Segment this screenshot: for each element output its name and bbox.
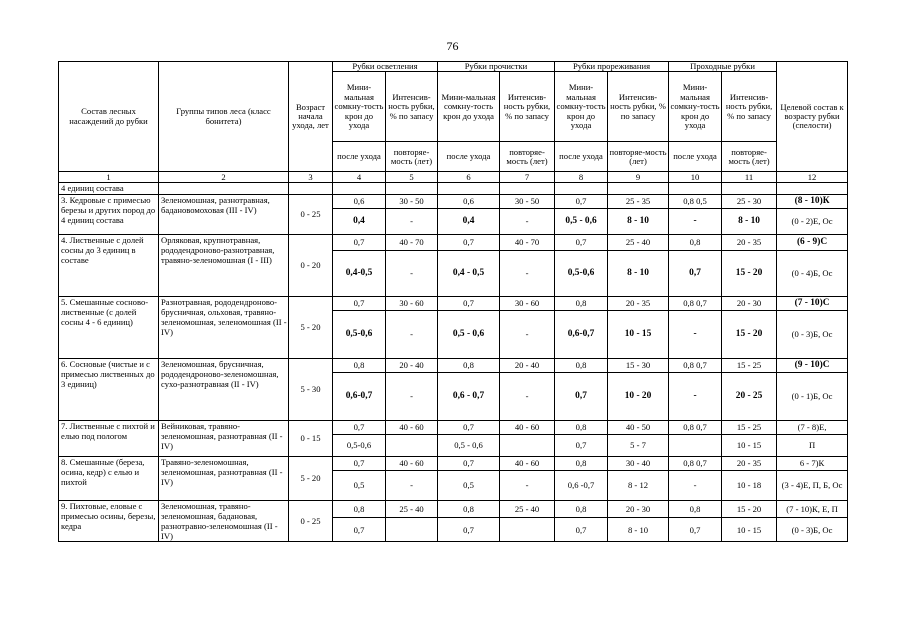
table-row bbox=[59, 456, 848, 470]
column-number: 11 bbox=[722, 172, 777, 183]
value-cell-top: 0,8 0,7 bbox=[669, 358, 722, 372]
header-target: Целевой состав к возрасту рубки (спелости) bbox=[777, 62, 848, 172]
value-cell-bottom: (0 - 4)Б, Ос bbox=[777, 250, 848, 296]
value-cell-bottom: 20 - 25 bbox=[722, 372, 777, 420]
value-cell-top: 20 - 35 bbox=[608, 296, 669, 310]
header-min-density: Мини-мальная сомкну-тость крон до ухода bbox=[333, 72, 386, 142]
value-cell-bottom bbox=[669, 434, 722, 456]
value-cell-top: 40 - 60 bbox=[386, 420, 438, 434]
value-cell-top: 0,8 bbox=[555, 420, 608, 434]
value-cell-bottom: - bbox=[669, 372, 722, 420]
forest-type-cell: Вейниковая, травяно-зеленомошная, разнотравная (II - IV) bbox=[159, 420, 289, 456]
value-cell-top: 0,8 0,7 bbox=[669, 296, 722, 310]
column-number: 7 bbox=[500, 172, 555, 183]
column-numbers-row bbox=[59, 172, 848, 183]
value-cell-bottom: 0,6 - 0,7 bbox=[438, 372, 500, 420]
value-cell-bottom: 10 - 15 bbox=[722, 434, 777, 456]
value-cell-top: 0,8 bbox=[669, 234, 722, 250]
section-label: 4 единиц состава bbox=[59, 183, 159, 194]
value-cell-top: 25 - 40 bbox=[386, 500, 438, 518]
value-cell-top: 20 - 30 bbox=[722, 296, 777, 310]
value-cell-top: 0,8 bbox=[333, 358, 386, 372]
value-cell-top: 40 - 70 bbox=[500, 234, 555, 250]
value-cell-bottom: 0,5 - 0,6 bbox=[438, 434, 500, 456]
section-row bbox=[59, 183, 848, 194]
stand-composition-cell: 6. Сосновые (чистые и с примесью лиственных до 3 единиц) bbox=[59, 358, 159, 420]
stand-composition-cell: 5. Смешанные сосново-лиственные (с долей сосны 4 - 6 единиц) bbox=[59, 296, 159, 358]
value-cell-bottom: 0,4 - 0,5 bbox=[438, 250, 500, 296]
header-intensity: Интенсив-ность рубки, % по запасу bbox=[386, 72, 438, 142]
value-cell-top: 0,8 0,7 bbox=[669, 456, 722, 470]
value-cell-bottom: (3 - 4)Е, П, Б, Ос bbox=[777, 470, 848, 500]
value-cell-top: 0,6 bbox=[333, 194, 386, 208]
stand-composition-cell: 4. Лиственные с долей сосны до 3 единиц в составе bbox=[59, 234, 159, 296]
header-group-passage: Проходные рубки bbox=[669, 62, 777, 72]
value-cell-bottom: - bbox=[386, 310, 438, 358]
header-after-care: после ухода bbox=[555, 142, 608, 172]
column-number: 3 bbox=[289, 172, 333, 183]
stand-composition-cell: 3. Кедровые с примесью березы и других пород до 4 единиц состава bbox=[59, 194, 159, 234]
page-number: 76 bbox=[446, 39, 459, 53]
forest-type-cell: Травяно-зеленомошная, зеленомошная, разнотравная (II - IV) bbox=[159, 456, 289, 500]
header-group-thinning: Рубки прореживания bbox=[555, 62, 669, 72]
value-cell-top: 20 - 35 bbox=[722, 456, 777, 470]
value-cell-bottom: 8 - 10 bbox=[608, 250, 669, 296]
value-cell-bottom: - bbox=[386, 470, 438, 500]
value-cell-top: 0,8 bbox=[555, 358, 608, 372]
table-body bbox=[59, 183, 848, 542]
value-cell-bottom: 10 - 18 bbox=[722, 470, 777, 500]
value-cell-top: (6 - 9)С bbox=[777, 234, 848, 250]
value-cell-top: 15 - 20 bbox=[722, 500, 777, 518]
value-cell-bottom: - bbox=[500, 470, 555, 500]
value-cell-top: 20 - 35 bbox=[722, 234, 777, 250]
value-cell-bottom: 15 - 20 bbox=[722, 250, 777, 296]
value-cell-top: 30 - 50 bbox=[386, 194, 438, 208]
forest-type-cell: Зеленомошная, травяно-зеленомошная, бадановая, разнотравно-зеленомошная (II - IV) bbox=[159, 500, 289, 542]
header-composition: Состав лесных насаждений до рубки bbox=[59, 62, 159, 172]
start-age-cell: 0 - 15 bbox=[289, 420, 333, 456]
value-cell-top: 40 - 60 bbox=[386, 456, 438, 470]
header-after-care: после ухода bbox=[438, 142, 500, 172]
forest-type-cell: Разнотравная, рододендроново-брусничная, ольховая, травяно-зеленомошная, зеленомошная (II - IV) bbox=[159, 296, 289, 358]
value-cell-bottom: - bbox=[500, 310, 555, 358]
value-cell-top: 25 - 30 bbox=[722, 194, 777, 208]
table-row bbox=[59, 296, 848, 310]
value-cell-top: 0,7 bbox=[555, 194, 608, 208]
value-cell-bottom: (0 - 2)Е, Ос bbox=[777, 208, 848, 234]
value-cell-top: 6 - 7)К bbox=[777, 456, 848, 470]
value-cell-bottom: 0,7 bbox=[555, 372, 608, 420]
value-cell-top: 0,8 bbox=[669, 500, 722, 518]
value-cell-top: 25 - 35 bbox=[608, 194, 669, 208]
header-start-age: Возраст начала ухода, лет bbox=[289, 62, 333, 172]
value-cell-top: 0,8 bbox=[555, 500, 608, 518]
value-cell-bottom: 10 - 15 bbox=[608, 310, 669, 358]
table-row bbox=[59, 194, 848, 208]
value-cell-bottom: - bbox=[669, 208, 722, 234]
value-cell-bottom: 10 - 20 bbox=[608, 372, 669, 420]
forest-thinning-table bbox=[58, 61, 848, 542]
column-number: 2 bbox=[159, 172, 289, 183]
value-cell-bottom: 0,7 bbox=[555, 518, 608, 542]
value-cell-bottom: 0,7 bbox=[555, 434, 608, 456]
header-min-density: Мини-мальная сомкну-тость крон до ухода bbox=[555, 72, 608, 142]
value-cell-bottom: 0,5-0,6 bbox=[333, 310, 386, 358]
value-cell-top: 0,8 bbox=[438, 358, 500, 372]
value-cell-top: 0,7 bbox=[438, 234, 500, 250]
value-cell-bottom: - bbox=[500, 208, 555, 234]
header-after-care: после ухода bbox=[669, 142, 722, 172]
header-repeat: повторяе-мость (лет) bbox=[722, 142, 777, 172]
start-age-cell: 5 - 30 bbox=[289, 358, 333, 420]
column-number: 9 bbox=[608, 172, 669, 183]
value-cell-top: 0,7 bbox=[333, 420, 386, 434]
value-cell-top: 40 - 60 bbox=[500, 456, 555, 470]
header-repeat: повторяе-мость (лет) bbox=[386, 142, 438, 172]
value-cell-bottom: 8 - 10 bbox=[722, 208, 777, 234]
value-cell-top: 15 - 25 bbox=[722, 420, 777, 434]
header-intensity: Интенсив-ность рубки, % по запасу bbox=[608, 72, 669, 142]
value-cell-bottom: - bbox=[669, 310, 722, 358]
column-number: 8 bbox=[555, 172, 608, 183]
stand-composition-cell: 7. Лиственные с пихтой и елью под пологом bbox=[59, 420, 159, 456]
header-intensity: Интенсив-ность рубки, % по запасу bbox=[500, 72, 555, 142]
column-number: 5 bbox=[386, 172, 438, 183]
value-cell-bottom: 5 - 7 bbox=[608, 434, 669, 456]
header-group-cleaning: Рубки прочистки bbox=[438, 62, 555, 72]
header-group-clearing: Рубки осветления bbox=[333, 62, 438, 72]
value-cell-bottom: (0 - 3)Б, Ос bbox=[777, 518, 848, 542]
value-cell-bottom: 0,7 bbox=[438, 518, 500, 542]
value-cell-top: (7 - 10)С bbox=[777, 296, 848, 310]
value-cell-bottom: 15 - 20 bbox=[722, 310, 777, 358]
forest-type-cell: Зеленомошная, разнотравная, бадановомоховая (III - IV) bbox=[159, 194, 289, 234]
value-cell-top: 20 - 40 bbox=[386, 358, 438, 372]
header-forest-type: Группы типов леса (класс бонитета) bbox=[159, 62, 289, 172]
value-cell-bottom bbox=[500, 434, 555, 456]
value-cell-bottom: - bbox=[500, 372, 555, 420]
column-number: 12 bbox=[777, 172, 848, 183]
header-after-care: после ухода bbox=[333, 142, 386, 172]
value-cell-top: 25 - 40 bbox=[608, 234, 669, 250]
value-cell-bottom: 0,6-0,7 bbox=[333, 372, 386, 420]
column-number: 10 bbox=[669, 172, 722, 183]
value-cell-top: 0,7 bbox=[555, 234, 608, 250]
value-cell-bottom: 0,7 bbox=[669, 518, 722, 542]
value-cell-top: 0,7 bbox=[438, 420, 500, 434]
value-cell-bottom: 0,5 bbox=[333, 470, 386, 500]
value-cell-top: 0,8 bbox=[555, 296, 608, 310]
header-repeat: повторяе-мость (лет) bbox=[608, 142, 669, 172]
value-cell-bottom: 0,7 bbox=[333, 518, 386, 542]
start-age-cell: 5 - 20 bbox=[289, 456, 333, 500]
value-cell-bottom: 0,5 bbox=[438, 470, 500, 500]
value-cell-top: 30 - 50 bbox=[500, 194, 555, 208]
value-cell-bottom: 0,5 - 0,6 bbox=[438, 310, 500, 358]
value-cell-top: (9 - 10)С bbox=[777, 358, 848, 372]
table-row bbox=[59, 420, 848, 434]
value-cell-top: (7 - 10)К, Е, П bbox=[777, 500, 848, 518]
forest-type-cell: Зеленомошная, брусничная, рододендроново-зеленомошная, сухо-разнотравная (II - IV) bbox=[159, 358, 289, 420]
value-cell-top: 0,7 bbox=[438, 456, 500, 470]
value-cell-top: 0,8 bbox=[438, 500, 500, 518]
value-cell-bottom: 8 - 10 bbox=[608, 208, 669, 234]
value-cell-top: (8 - 10)К bbox=[777, 194, 848, 208]
value-cell-bottom: 0,6 -0,7 bbox=[555, 470, 608, 500]
table-row bbox=[59, 358, 848, 372]
value-cell-bottom: 8 - 12 bbox=[608, 470, 669, 500]
stand-composition-cell: 8. Смешанные (береза, осина, кедр) с елью и пихтой bbox=[59, 456, 159, 500]
header-repeat: повторяе-мость (лет) bbox=[500, 142, 555, 172]
value-cell-top: 30 - 60 bbox=[500, 296, 555, 310]
value-cell-bottom: - bbox=[386, 372, 438, 420]
value-cell-top: 15 - 30 bbox=[608, 358, 669, 372]
value-cell-bottom: (0 - 1)Б, Ос bbox=[777, 372, 848, 420]
value-cell-bottom: 0,6-0,7 bbox=[555, 310, 608, 358]
value-cell-top: 25 - 40 bbox=[500, 500, 555, 518]
value-cell-top: 0,8 bbox=[333, 500, 386, 518]
value-cell-top: 40 - 60 bbox=[500, 420, 555, 434]
start-age-cell: 0 - 25 bbox=[289, 194, 333, 234]
value-cell-bottom: 0,4 bbox=[333, 208, 386, 234]
table-row bbox=[59, 500, 848, 518]
start-age-cell: 0 - 25 bbox=[289, 500, 333, 542]
value-cell-bottom: (0 - 3)Б, Ос bbox=[777, 310, 848, 358]
value-cell-bottom: 0,7 bbox=[669, 250, 722, 296]
start-age-cell: 0 - 20 bbox=[289, 234, 333, 296]
value-cell-top: 20 - 30 bbox=[608, 500, 669, 518]
value-cell-bottom: 10 - 15 bbox=[722, 518, 777, 542]
column-number: 6 bbox=[438, 172, 500, 183]
value-cell-top: 0,8 0,7 bbox=[669, 420, 722, 434]
value-cell-top: 0,7 bbox=[438, 296, 500, 310]
start-age-cell: 5 - 20 bbox=[289, 296, 333, 358]
value-cell-top: 0,7 bbox=[333, 456, 386, 470]
value-cell-bottom: - bbox=[386, 250, 438, 296]
value-cell-bottom: - bbox=[500, 250, 555, 296]
header-min-density: Мини-мальная сомкну-тость крон до ухода bbox=[438, 72, 500, 142]
value-cell-bottom: 0,4-0,5 bbox=[333, 250, 386, 296]
value-cell-top: 20 - 40 bbox=[500, 358, 555, 372]
column-number: 1 bbox=[59, 172, 159, 183]
stand-composition-cell: 9. Пихтовые, еловые с примесью осины, березы, кедра bbox=[59, 500, 159, 542]
column-number: 4 bbox=[333, 172, 386, 183]
value-cell-bottom: - bbox=[669, 470, 722, 500]
value-cell-bottom bbox=[386, 434, 438, 456]
value-cell-bottom: П bbox=[777, 434, 848, 456]
value-cell-bottom: 0,5 - 0,6 bbox=[555, 208, 608, 234]
value-cell-top: (7 - 8)Е, bbox=[777, 420, 848, 434]
value-cell-top: 15 - 25 bbox=[722, 358, 777, 372]
value-cell-top: 0,7 bbox=[333, 296, 386, 310]
value-cell-bottom bbox=[500, 518, 555, 542]
value-cell-top: 0,7 bbox=[333, 234, 386, 250]
value-cell-top: 40 - 50 bbox=[608, 420, 669, 434]
table-row bbox=[59, 234, 848, 250]
header-intensity: Интенсив-ность рубки, % по запасу bbox=[722, 72, 777, 142]
header-min-density: Мини-мальная сомкну-тость крон до ухода bbox=[669, 72, 722, 142]
value-cell-bottom: 0,5-0,6 bbox=[333, 434, 386, 456]
value-cell-top: 0,6 bbox=[438, 194, 500, 208]
value-cell-top: 30 - 60 bbox=[386, 296, 438, 310]
value-cell-bottom bbox=[386, 518, 438, 542]
value-cell-bottom: - bbox=[386, 208, 438, 234]
value-cell-top: 0,8 bbox=[555, 456, 608, 470]
value-cell-top: 40 - 70 bbox=[386, 234, 438, 250]
value-cell-top: 30 - 40 bbox=[608, 456, 669, 470]
value-cell-top: 0,8 0,5 bbox=[669, 194, 722, 208]
value-cell-bottom: 8 - 10 bbox=[608, 518, 669, 542]
value-cell-bottom: 0,4 bbox=[438, 208, 500, 234]
forest-type-cell: Орляковая, крупнотравная, рододендроново-разнотравная, травяно-зеленомошная (I - III) bbox=[159, 234, 289, 296]
value-cell-bottom: 0,5-0,6 bbox=[555, 250, 608, 296]
